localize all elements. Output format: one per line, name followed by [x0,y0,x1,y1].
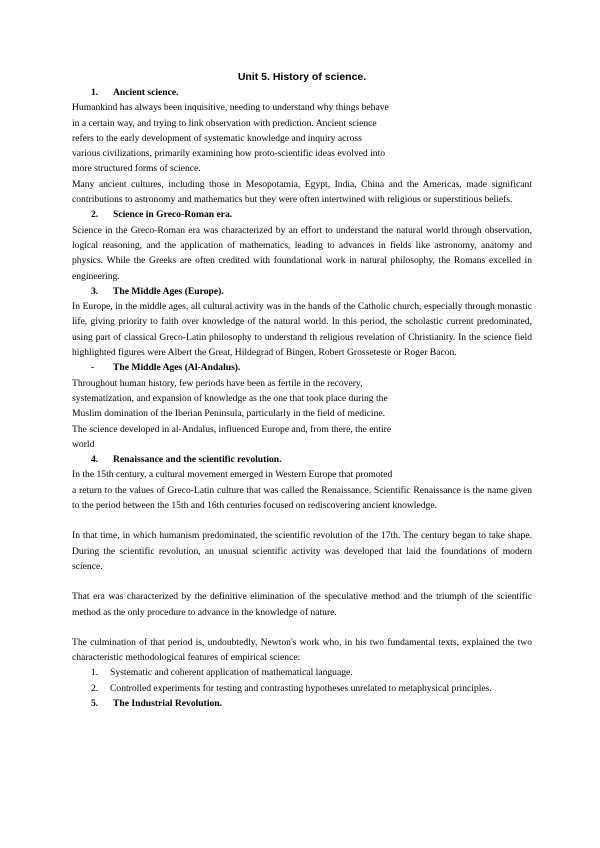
section-number: 2. [91,209,99,221]
section-bullet: - [91,362,95,374]
list-item-text: Systematic and coherent application of mathematical language. [110,667,353,679]
paragraph: In that time, in which humanism predominated, the scientific revolution of the 17th. The century began to take shape. During the scientific revolution, an unusual scientific activity was developed that laid the foundations of modern science. [72,530,532,572]
paragraph-spacer [72,620,532,635]
paragraph: Science in the Greco-Roman era was characterized by an effort to understand the natural world through observation, logical reasoning, and the application of mathematics, leading to advances in fields like astronomy, anatomy and physics. While the Greeks are often credited with foundational work in natural philosophy, the Romans excelled in engineering. [72,224,532,282]
paragraph: Many ancient cultures, including those in Mesopotamia, Egypt, India, China and the Americas, made significant contributions to astronomy and mathematics but they were often intertwined with religious or superstitious beliefs. [72,178,532,206]
section-number: 5. [91,697,99,709]
list-item [72,665,532,680]
paragraph-spacer [72,513,532,528]
section-heading-middle-ages-al-andalus [72,360,532,375]
list-item-number: 1. [91,667,99,679]
text-line: in a certain way, and trying to link observation with prediction. Ancient science [72,117,377,129]
numbered-list [72,665,532,696]
text-line: more structured forms of science. [72,163,201,175]
section-heading-ancient-science [72,85,532,100]
text-line: The science developed in al-Andalus, influenced Europe and, from there, the entire [72,423,392,435]
section-heading-middle-ages-europe [72,284,532,299]
paragraph: That era was characterized by the definitive elimination of the speculative method and the triumph of the scientific method as the only procedure to advance in the knowledge of nature. [72,591,532,618]
text-line: Throughout human history, few periods have been as fertile in the recovery, [72,377,363,389]
text-line: world [72,438,95,450]
section-heading-renaissance [72,452,532,467]
text-line: In the 15th century, a cultural movement emerged in Western Europe that promoted [72,469,393,481]
section-title: Science in Greco-Roman era. [113,209,233,221]
text-line: refers to the early development of systematic knowledge and inquiry across [72,132,362,144]
section-title: Ancient science. [113,87,179,98]
text-line: Muslim domination of the Iberian Peninsula, particularly in the field of medicine. [72,408,386,420]
document-page [72,70,532,711]
text-line: systematization, and expansion of knowledge as the one that took place during the [72,392,388,404]
list-item [72,681,532,696]
section-heading-industrial-revolution [72,696,532,711]
section-heading-greco-roman [72,207,532,222]
section-title: Renaissance and the scientific revolution. [113,454,282,466]
section-number: 1. [91,87,99,98]
text-line: Humankind has always been inquisitive, needing to understand why things behave [72,102,389,114]
text-line: various civilizations, primarily examining how proto-scientific ideas evolved into [72,148,386,160]
page-title: Unit 5. History of science. [237,71,367,83]
list-item-number: 2. [91,682,99,694]
paragraph: The culmination of that period is, undoubtedly, Newton's work who, in his two fundamental texts, explained the two characteristic methodological features of empirical science: [72,636,532,664]
section-number: 3. [91,285,99,297]
paragraph: In Europe, in the middle ages, all cultural activity was in the hands of the Catholic church, especially through monastic life, giving priority to faith over knowledge of the natural world. In this period, the scholastic current predominated, using part of classical Greco-Latin philosophy to understand th religious revelation of Christianity. In the science field highlighted figures were Albert the Great, Hildegrad of Bingen, Robert Grosseteste or Roger Bacon. [72,301,532,359]
paragraph-spacer [72,574,532,589]
section-title: The Industrial Revolution. [113,697,223,709]
paragraph: a return to the values of Greco-Latin culture that was called the Renaissance. Scientific Renaissance is the name given to the period between the 15th and 16th centuries focused on rediscovering ancient knowledge. [72,484,532,512]
section-title: The Middle Ages (Europe). [113,285,224,297]
section-number: 4. [91,454,99,466]
section-title: The Middle Ages (Al-Andalus). [113,362,241,374]
list-item-text: Controlled experiments for testing and contrasting hypotheses unrelated to metaphysical principles. [110,682,492,694]
